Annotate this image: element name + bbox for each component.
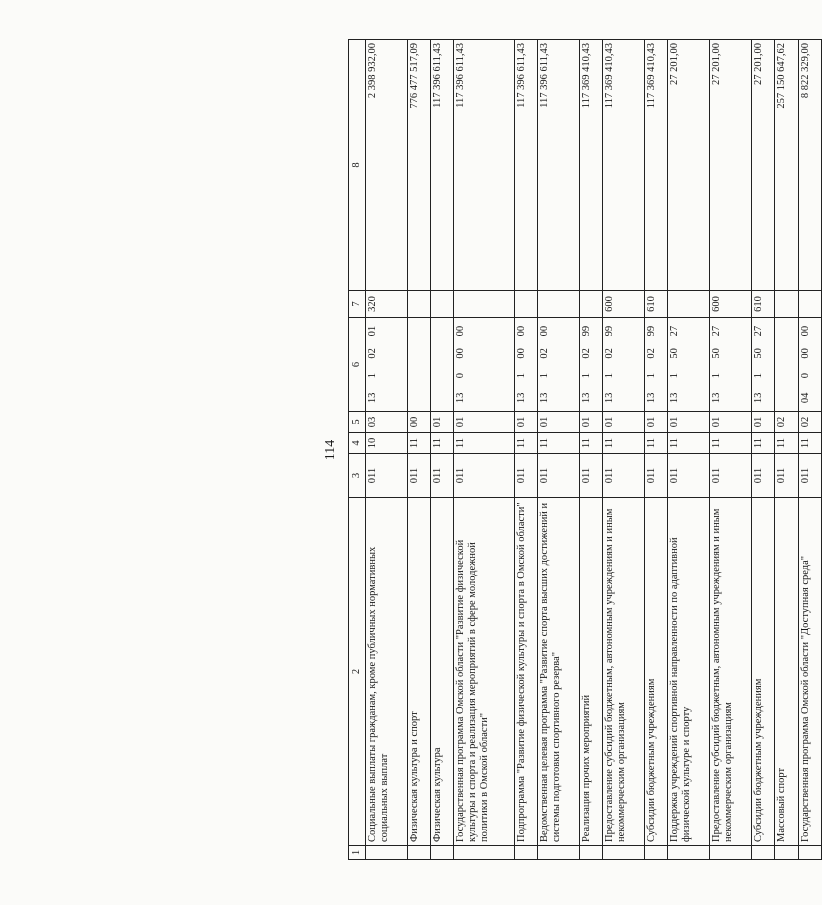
cell-name: Социальные выплаты гражданам, кроме публичных нормативных социальных выплат xyxy=(366,498,408,846)
header-col-4: 4 xyxy=(349,433,366,454)
target-part-program: 13 xyxy=(539,392,551,404)
cell-col-1 xyxy=(579,846,602,860)
cell-name: Поддержка учреждений спортивной направленности по адаптивной физической культуре и спорту xyxy=(668,498,710,846)
cell-ministry: 011 xyxy=(645,454,668,498)
cell-ministry: 011 xyxy=(538,454,580,498)
target-part-item: 27 xyxy=(669,325,681,337)
cell-target-article xyxy=(538,318,580,412)
cell-amount: 117 369 410,43 xyxy=(645,40,668,291)
cell-subsection: 01 xyxy=(752,412,775,433)
cell-ministry: 011 xyxy=(710,454,752,498)
target-part-subprogram: 1 xyxy=(711,373,723,379)
cell-section: 11 xyxy=(407,433,430,454)
target-part-group: 02 xyxy=(580,348,592,359)
table-row xyxy=(514,40,537,860)
cell-section: 11 xyxy=(752,433,775,454)
target-part-group: 02 xyxy=(367,348,378,359)
cell-ministry: 011 xyxy=(798,454,821,498)
target-part-subprogram: 1 xyxy=(646,373,658,379)
table-row xyxy=(431,40,454,860)
cell-amount: 27 201,00 xyxy=(710,40,752,291)
cell-amount: 117 396 611,43 xyxy=(454,40,514,291)
target-part-subprogram: 1 xyxy=(515,373,527,379)
cell-target-article xyxy=(603,318,645,412)
cell-target-article xyxy=(514,318,537,412)
header-col-3: 3 xyxy=(349,454,366,498)
cell-col-1 xyxy=(603,846,645,860)
cell-name: Ведомственная целевая программа "Развитие спорта высших достижений и системы подготовки спортивного резерва" xyxy=(538,498,580,846)
cell-expense-type xyxy=(775,291,798,318)
target-part-item: 00 xyxy=(455,325,467,337)
header-col-1: 1 xyxy=(349,846,366,860)
cell-name: Предоставление субсидий бюджетным, автономным учреждениям и иным некоммерческим организациям xyxy=(603,498,645,846)
cell-col-1 xyxy=(538,846,580,860)
target-part-item: 27 xyxy=(753,325,765,337)
target-part-group: 50 xyxy=(669,348,681,359)
cell-expense-type xyxy=(668,291,710,318)
cell-subsection: 01 xyxy=(645,412,668,433)
target-part-program: 13 xyxy=(753,392,765,404)
cell-ministry: 011 xyxy=(407,454,430,498)
cell-col-1 xyxy=(431,846,454,860)
cell-col-1 xyxy=(798,846,821,860)
cell-col-1 xyxy=(366,846,408,860)
cell-amount: 776 477 517,09 xyxy=(407,40,430,291)
cell-expense-type xyxy=(798,291,821,318)
cell-name: Физическая культура и спорт xyxy=(407,498,430,846)
cell-section: 11 xyxy=(798,433,821,454)
cell-section: 11 xyxy=(538,433,580,454)
cell-subsection: 01 xyxy=(710,412,752,433)
cell-section: 11 xyxy=(710,433,752,454)
cell-subsection: 01 xyxy=(431,412,454,433)
cell-amount: 117 369 410,43 xyxy=(603,40,645,291)
cell-expense-type: 320 xyxy=(366,291,408,318)
cell-col-1 xyxy=(454,846,514,860)
target-part-program: 13 xyxy=(604,392,616,404)
cell-amount: 257 150 647,62 xyxy=(775,40,798,291)
cell-name: Массовый спорт xyxy=(775,498,798,846)
target-part-subprogram: 1 xyxy=(604,373,616,379)
cell-col-1 xyxy=(645,846,668,860)
cell-ministry: 011 xyxy=(668,454,710,498)
cell-expense-type xyxy=(431,291,454,318)
table-row xyxy=(710,40,752,860)
cell-col-1 xyxy=(407,846,430,860)
cell-name: Подпрограмма "Развитие физической культуры и спорта в Омской области" xyxy=(514,498,537,846)
cell-subsection: 00 xyxy=(407,412,430,433)
cell-section: 11 xyxy=(775,433,798,454)
cell-expense-type xyxy=(514,291,537,318)
target-part-group: 00 xyxy=(799,348,811,359)
cell-ministry: 011 xyxy=(366,454,408,498)
target-part-subprogram: 1 xyxy=(580,373,592,379)
cell-subsection: 03 xyxy=(366,412,408,433)
cell-amount: 117 396 611,43 xyxy=(514,40,537,291)
table-body xyxy=(366,40,822,860)
table-row xyxy=(603,40,645,860)
cell-ministry: 011 xyxy=(752,454,775,498)
page-number: 114 xyxy=(323,439,338,461)
cell-target-article xyxy=(775,318,798,412)
target-part-item: 01 xyxy=(367,325,378,337)
cell-amount: 27 201,00 xyxy=(668,40,710,291)
header-col-6: 6 xyxy=(349,318,366,412)
target-part-subprogram: 1 xyxy=(753,373,765,379)
cell-amount: 117 396 611,43 xyxy=(538,40,580,291)
cell-section: 11 xyxy=(668,433,710,454)
cell-amount: 117 369 410,43 xyxy=(579,40,602,291)
table-row xyxy=(454,40,514,860)
header-col-8: 8 xyxy=(349,40,366,291)
table-row xyxy=(752,40,775,860)
cell-amount: 27 201,00 xyxy=(752,40,775,291)
target-part-program: 13 xyxy=(515,392,527,404)
cell-expense-type: 610 xyxy=(752,291,775,318)
cell-target-article xyxy=(407,318,430,412)
target-part-group: 02 xyxy=(604,348,616,359)
target-part-item: 27 xyxy=(711,325,723,337)
header-col-2: 2 xyxy=(349,498,366,846)
cell-section: 11 xyxy=(514,433,537,454)
cell-subsection: 01 xyxy=(603,412,645,433)
target-part-program: 04 xyxy=(799,392,811,404)
table-row xyxy=(407,40,430,860)
cell-expense-type: 600 xyxy=(603,291,645,318)
cell-name: Государственная программа Омской области "Развитие физической культуры и спорта и реализация мероприятий в сфере молодежной политики в Омской области" xyxy=(454,498,514,846)
table-row xyxy=(798,40,821,860)
target-part-subprogram: 1 xyxy=(539,373,551,379)
cell-target-article xyxy=(798,318,821,412)
cell-section: 11 xyxy=(645,433,668,454)
cell-ministry: 011 xyxy=(579,454,602,498)
cell-section: 11 xyxy=(454,433,514,454)
cell-section: 10 xyxy=(366,433,408,454)
table-row xyxy=(645,40,668,860)
cell-subsection: 01 xyxy=(579,412,602,433)
budget-table xyxy=(348,39,822,860)
target-part-program: 13 xyxy=(646,392,658,404)
cell-amount: 2 398 932,00 xyxy=(366,40,408,291)
target-part-program: 13 xyxy=(711,392,723,404)
target-part-item: 99 xyxy=(580,325,592,337)
cell-target-article xyxy=(366,318,408,412)
cell-expense-type: 610 xyxy=(645,291,668,318)
cell-expense-type: 600 xyxy=(710,291,752,318)
target-part-group: 02 xyxy=(539,348,551,359)
cell-expense-type xyxy=(579,291,602,318)
header-col-5: 5 xyxy=(349,412,366,433)
cell-amount: 8 822 329,00 xyxy=(798,40,821,291)
cell-ministry: 011 xyxy=(454,454,514,498)
cell-expense-type xyxy=(538,291,580,318)
cell-name: Субсидии бюджетным учреждениям xyxy=(645,498,668,846)
target-part-subprogram: 0 xyxy=(799,373,811,379)
target-part-item: 00 xyxy=(799,325,811,337)
target-part-item: 00 xyxy=(539,325,551,337)
target-part-group: 50 xyxy=(711,348,723,359)
cell-name: Государственная программа Омской области "Доступная среда" xyxy=(798,498,821,846)
cell-ministry: 011 xyxy=(775,454,798,498)
table-row xyxy=(668,40,710,860)
target-part-subprogram: 0 xyxy=(455,373,467,379)
cell-col-1 xyxy=(775,846,798,860)
cell-target-article xyxy=(752,318,775,412)
target-part-group: 02 xyxy=(646,348,658,359)
cell-ministry: 011 xyxy=(603,454,645,498)
target-part-group: 00 xyxy=(455,348,467,359)
cell-target-article xyxy=(645,318,668,412)
cell-subsection: 01 xyxy=(538,412,580,433)
cell-col-1 xyxy=(710,846,752,860)
cell-ministry: 011 xyxy=(431,454,454,498)
target-part-subprogram: 1 xyxy=(669,373,681,379)
cell-amount: 117 396 611,43 xyxy=(431,40,454,291)
target-part-program: 13 xyxy=(455,392,467,404)
target-part-subprogram: 1 xyxy=(367,373,378,379)
target-part-group: 50 xyxy=(753,348,765,359)
cell-target-article xyxy=(710,318,752,412)
target-part-group: 00 xyxy=(515,348,527,359)
cell-subsection: 02 xyxy=(775,412,798,433)
header-col-7: 7 xyxy=(349,291,366,318)
cell-expense-type xyxy=(454,291,514,318)
cell-col-1 xyxy=(514,846,537,860)
cell-subsection: 01 xyxy=(454,412,514,433)
target-part-item: 99 xyxy=(646,325,658,337)
cell-expense-type xyxy=(407,291,430,318)
cell-target-article xyxy=(668,318,710,412)
target-part-program: 13 xyxy=(367,392,378,404)
cell-section: 11 xyxy=(603,433,645,454)
cell-name: Субсидии бюджетным учреждениям xyxy=(752,498,775,846)
rotated-content xyxy=(322,40,822,860)
cell-subsection: 01 xyxy=(668,412,710,433)
cell-name: Физическая культура xyxy=(431,498,454,846)
cell-section: 11 xyxy=(431,433,454,454)
table-row xyxy=(366,40,408,860)
table-row xyxy=(775,40,798,860)
cell-name: Предоставление субсидий бюджетным, автономным учреждениям и иным некоммерческим организациям xyxy=(710,498,752,846)
cell-subsection: 02 xyxy=(798,412,821,433)
cell-section: 11 xyxy=(579,433,602,454)
cell-ministry: 011 xyxy=(514,454,537,498)
cell-target-article xyxy=(579,318,602,412)
cell-subsection: 01 xyxy=(514,412,537,433)
cell-name: Реализация прочих мероприятий xyxy=(579,498,602,846)
header-row xyxy=(349,40,366,860)
target-part-program: 13 xyxy=(580,392,592,404)
cell-col-1 xyxy=(668,846,710,860)
table-row xyxy=(579,40,602,860)
target-part-program: 13 xyxy=(669,392,681,404)
target-part-item: 99 xyxy=(604,325,616,337)
cell-target-article xyxy=(431,318,454,412)
cell-target-article xyxy=(454,318,514,412)
cell-col-1 xyxy=(752,846,775,860)
target-part-item: 00 xyxy=(515,325,527,337)
table-row xyxy=(538,40,580,860)
